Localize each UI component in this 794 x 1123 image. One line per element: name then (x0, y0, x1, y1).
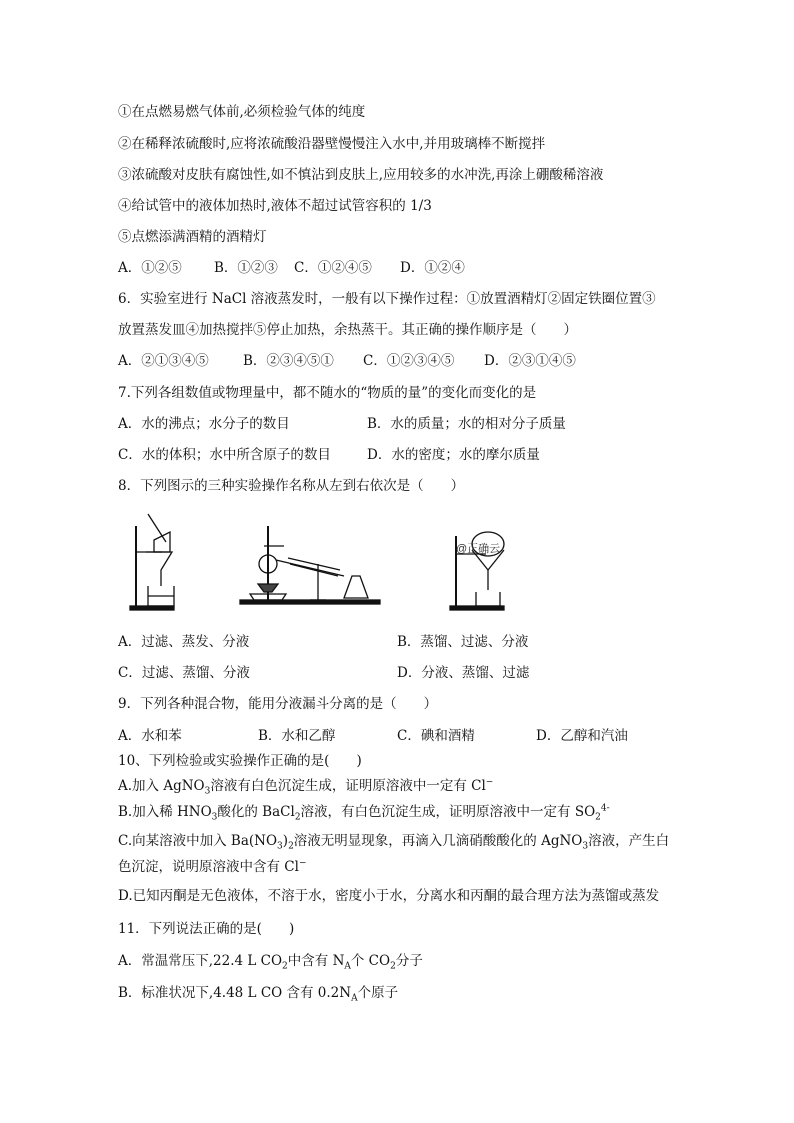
lab-apparatus-figure (118, 512, 518, 616)
q8-stem: 8．下列图示的三种实验操作名称从左到右依次是（ ） (118, 478, 465, 494)
statement-1: ①在点燃易燃气体前,必须检验气体的纯度 (118, 104, 366, 120)
q10-option-c-line1: C.向某溶液中加入 $Ba(NO_3)_2$溶液无明显现象，再滴入几滴硝酸酸化的 AgNO$_3$溶液，产生白 (118, 833, 670, 852)
q5-option-a: A．①②⑤ (118, 260, 182, 276)
q6-option-a: A．②①③④⑤ (118, 353, 209, 369)
q5-option-d: D．①②④ (400, 260, 465, 276)
q7-option-d: D．水的密度；水的摩尔质量 (367, 447, 540, 463)
q8-option-c: C．过滤、蒸馏、分液 (118, 665, 250, 681)
q10-option-a: A.加入 AgNO$_3$溶液有白色沉淀生成，证明原溶液中一定有 Cl− (118, 777, 494, 797)
q8-option-b: B．蒸馏、过滤、分液 (397, 634, 529, 650)
statement-3: ③浓硫酸对皮肤有腐蚀性,如不慎沾到皮肤上,应用较多的水冲洗,再涂上硼酸稀溶液 (118, 167, 604, 183)
q10-option-d: D.已知丙酮是无色液体，不溶于水，密度小于水，分离水和丙酮的最合理方法为蒸馏或蒸发 (118, 888, 660, 904)
q9-option-c: C．碘和酒精 (397, 728, 475, 744)
q5-option-b: B．①②③ (214, 260, 278, 276)
q6-stem-line2: 放置蒸发皿④加热搅拌⑤停止加热，余热蒸干。其正确的操作顺序是（ ） (118, 322, 577, 338)
distillation-apparatus (240, 526, 380, 604)
q11-option-a: A．常温常压下,22.4 L $CO_2$中含有 $N_A$个 $CO_2$分子 (118, 953, 423, 972)
statement-5: ⑤点燃添满酒精的酒精灯 (118, 229, 267, 245)
q6-option-d: D．②③①④⑤ (484, 353, 576, 369)
q8-option-a: A．过滤、蒸发、分液 (118, 634, 250, 650)
q11-stem: 11．下列说法正确的是( ) (118, 921, 295, 937)
q7-stem: 7.下列各组数值或物理量中，都不随水的“物质的量”的变化而变化的是 (118, 385, 537, 401)
q7-option-c: C．水的体积；水中所含原子的数目 (118, 447, 331, 463)
q6-option-b: B．②③④⑤① (243, 353, 334, 369)
q7-option-a: A．水的沸点；水分子的数目 (118, 416, 290, 432)
q5-option-c: C．①②④⑤ (294, 260, 372, 276)
q11-option-b: B．标准状况下,4.48 L CO 含有 $0.2N_A$个原子 (118, 985, 399, 1004)
q8-option-d: D．分液、蒸馏、过滤 (397, 665, 530, 681)
watermark-text: @正确云 (456, 543, 501, 555)
q9-option-d: D．乙醇和汽油 (536, 728, 628, 744)
q7-option-b: B．水的质量；水的相对分子质量 (367, 416, 566, 432)
q9-option-b: B．水和乙醇 (258, 728, 336, 744)
q6-stem-line1: 6．实验室进行 NaCl 溶液蒸发时，一般有以下操作过程：①放置酒精灯②固定铁圈位置③ (118, 291, 656, 307)
q9-option-a: A．水和苯 (118, 728, 182, 744)
q10-stem: 10、下列检验或实验操作正确的是( ) (118, 753, 362, 769)
filtration-apparatus (130, 514, 174, 610)
q9-stem: 9．下列各种混合物，能用分液漏斗分离的是（ ） (118, 696, 438, 712)
statement-2: ②在稀释浓硫酸时,应将浓硫酸沿器壁慢慢注入水中,并用玻璃棒不断搅拌 (118, 136, 546, 152)
q10-option-c-line2: 色沉淀，说明原溶液中含有 Cl− (118, 858, 307, 875)
statement-4: ④给试管中的液体加热时,液体不超过试管容积的 1/3 (118, 198, 432, 214)
q10-option-b: B.加入稀 $HNO_3$酸化的 BaCl$_2$溶液，有白色沉淀生成，证明原溶液中一定有 $SO_2^{4-}$ (118, 803, 610, 823)
q6-option-c: C．①②③④⑤ (363, 353, 455, 369)
